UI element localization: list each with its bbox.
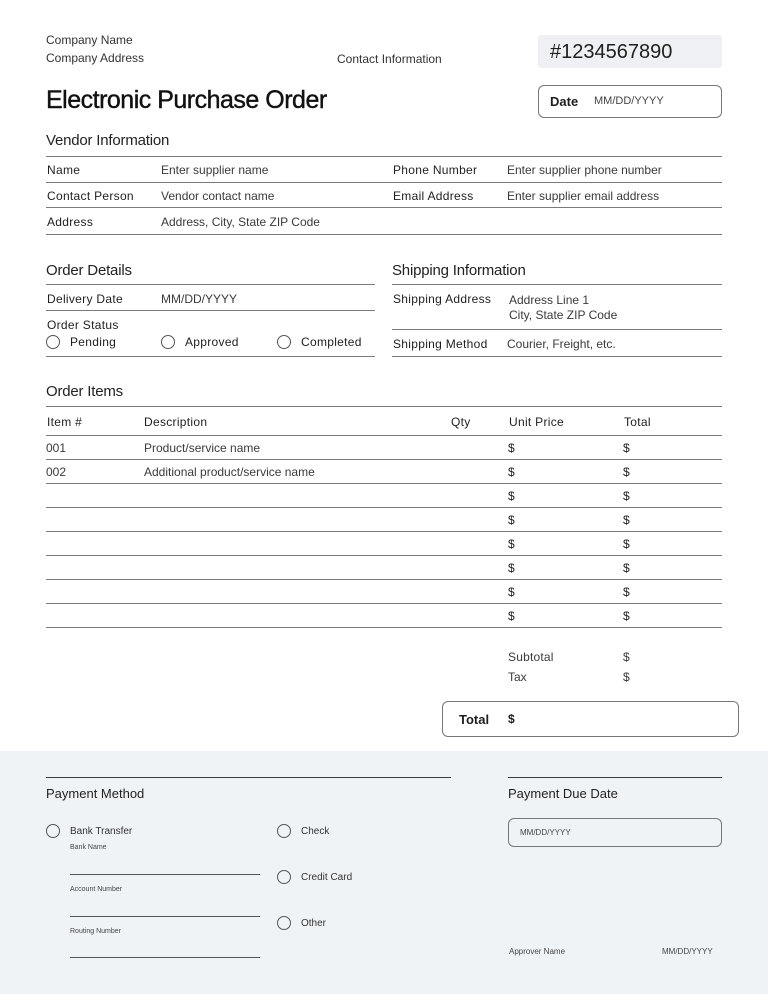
account-number-label: Account Number bbox=[70, 886, 123, 893]
vendor-address-label: Address bbox=[47, 215, 94, 229]
order-status-label: Order Status bbox=[47, 318, 119, 332]
col-item: Item # bbox=[47, 415, 83, 429]
row-divider bbox=[46, 459, 722, 460]
po-number-badge bbox=[538, 35, 722, 68]
shipping-method-input[interactable]: Courier, Freight, etc. bbox=[507, 337, 616, 351]
radio-icon[interactable] bbox=[46, 335, 60, 349]
total-cell[interactable]: $ bbox=[623, 609, 630, 623]
bank-name-input[interactable] bbox=[70, 874, 260, 875]
item-cell[interactable]: 001 bbox=[46, 441, 67, 455]
radio-icon[interactable] bbox=[161, 335, 175, 349]
routing-number-input[interactable] bbox=[70, 957, 260, 958]
payment-radio-credit-card[interactable]: Credit Card bbox=[277, 870, 352, 884]
unit-price-cell[interactable]: $ bbox=[508, 465, 515, 479]
unit-price-cell[interactable]: $ bbox=[508, 561, 515, 575]
shipping-method-label: Shipping Method bbox=[393, 337, 488, 351]
row-divider bbox=[46, 627, 722, 628]
total-cell[interactable]: $ bbox=[623, 465, 630, 479]
bank-name-label: Bank Name bbox=[70, 844, 107, 851]
payment-radio-bank-transfer[interactable]: Bank Transfer bbox=[46, 824, 132, 838]
row-divider bbox=[46, 483, 722, 484]
unit-price-cell[interactable]: $ bbox=[508, 513, 515, 527]
date-value: MM/DD/YYYY bbox=[594, 95, 664, 107]
row-divider bbox=[46, 555, 722, 556]
shipping-address-line2[interactable]: City, State ZIP Code bbox=[509, 308, 618, 322]
vendor-contact-input[interactable]: Vendor contact name bbox=[161, 189, 275, 203]
account-number-input[interactable] bbox=[70, 916, 260, 917]
approver-date: MM/DD/YYYY bbox=[662, 947, 713, 956]
shipping-section-title: Shipping Information bbox=[392, 262, 526, 279]
tax-label: Tax bbox=[508, 670, 527, 684]
col-total: Total bbox=[624, 415, 651, 429]
total-box bbox=[442, 701, 739, 737]
subtotal-value: $ bbox=[623, 650, 630, 664]
contact-info: Contact Information bbox=[337, 52, 442, 66]
total-cell[interactable]: $ bbox=[623, 489, 630, 503]
total-cell[interactable]: $ bbox=[623, 585, 630, 599]
col-qty: Qty bbox=[451, 415, 471, 429]
shipping-address-line1[interactable]: Address Line 1 bbox=[509, 293, 590, 307]
date-label: Date bbox=[550, 94, 579, 109]
delivery-date-input[interactable]: MM/DD/YYYY bbox=[161, 292, 238, 306]
vendor-email-label: Email Address bbox=[393, 189, 474, 203]
vendor-email-input[interactable]: Enter supplier email address bbox=[507, 189, 660, 203]
row-divider bbox=[46, 507, 722, 508]
vendor-phone-input[interactable]: Enter supplier phone number bbox=[507, 163, 662, 177]
delivery-date-label: Delivery Date bbox=[47, 292, 123, 306]
total-cell[interactable]: $ bbox=[623, 561, 630, 575]
approver-name: Approver Name bbox=[509, 947, 566, 956]
unit-price-cell[interactable]: $ bbox=[508, 441, 515, 455]
radio-icon[interactable] bbox=[277, 916, 291, 930]
subtotal-label: Subtotal bbox=[508, 650, 554, 664]
payment-due-date-input[interactable]: MM/DD/YYYY bbox=[508, 818, 722, 847]
company-address: Company Address bbox=[46, 51, 145, 65]
order-details-title: Order Details bbox=[46, 262, 132, 279]
payment-due-title: Payment Due Date bbox=[508, 786, 618, 801]
col-unit-price: Unit Price bbox=[509, 415, 565, 429]
unit-price-cell[interactable]: $ bbox=[508, 585, 515, 599]
order-items-title: Order Items bbox=[46, 383, 123, 400]
total-cell[interactable]: $ bbox=[623, 537, 630, 551]
description-cell[interactable]: Product/service name bbox=[144, 441, 261, 455]
radio-icon[interactable] bbox=[277, 335, 291, 349]
status-radio-completed[interactable]: Completed bbox=[277, 335, 362, 349]
status-radio-pending[interactable]: Pending bbox=[46, 335, 116, 349]
payment-radio-other[interactable]: Other bbox=[277, 916, 326, 930]
payment-method-title: Payment Method bbox=[46, 786, 145, 801]
unit-price-cell[interactable]: $ bbox=[508, 489, 515, 503]
col-description: Description bbox=[144, 415, 208, 429]
total-cell[interactable]: $ bbox=[623, 441, 630, 455]
vendor-contact-label: Contact Person bbox=[47, 189, 134, 203]
total-label: Total bbox=[459, 712, 490, 727]
payment-footer bbox=[0, 751, 768, 994]
item-cell[interactable]: 002 bbox=[46, 465, 67, 479]
total-cell[interactable]: $ bbox=[623, 513, 630, 527]
unit-price-cell[interactable]: $ bbox=[508, 537, 515, 551]
po-number: #1234567890 bbox=[550, 41, 673, 63]
radio-icon[interactable] bbox=[46, 824, 60, 838]
shipping-address-label: Shipping Address bbox=[393, 292, 492, 306]
tax-value: $ bbox=[623, 670, 630, 684]
routing-number-label: Routing Number bbox=[70, 928, 121, 935]
vendor-phone-label: Phone Number bbox=[393, 163, 478, 177]
status-radio-approved[interactable]: Approved bbox=[161, 335, 239, 349]
total-value: $ bbox=[508, 712, 515, 726]
payment-radio-check[interactable]: Check bbox=[277, 824, 329, 838]
unit-price-cell[interactable]: $ bbox=[508, 609, 515, 623]
vendor-name-input[interactable]: Enter supplier name bbox=[161, 163, 269, 177]
row-divider bbox=[46, 579, 722, 580]
radio-icon[interactable] bbox=[277, 824, 291, 838]
vendor-address-input[interactable]: Address, City, State ZIP Code bbox=[161, 215, 320, 229]
row-divider bbox=[46, 603, 722, 604]
date-field[interactable] bbox=[538, 85, 722, 118]
row-divider bbox=[46, 531, 722, 532]
description-cell[interactable]: Additional product/service name bbox=[144, 465, 315, 479]
radio-icon[interactable] bbox=[277, 870, 291, 884]
vendor-section-title: Vendor Information bbox=[46, 132, 170, 149]
company-name: Company Name bbox=[46, 33, 133, 47]
page-title: Electronic Purchase Order bbox=[46, 86, 327, 114]
vendor-name-label: Name bbox=[47, 163, 81, 177]
